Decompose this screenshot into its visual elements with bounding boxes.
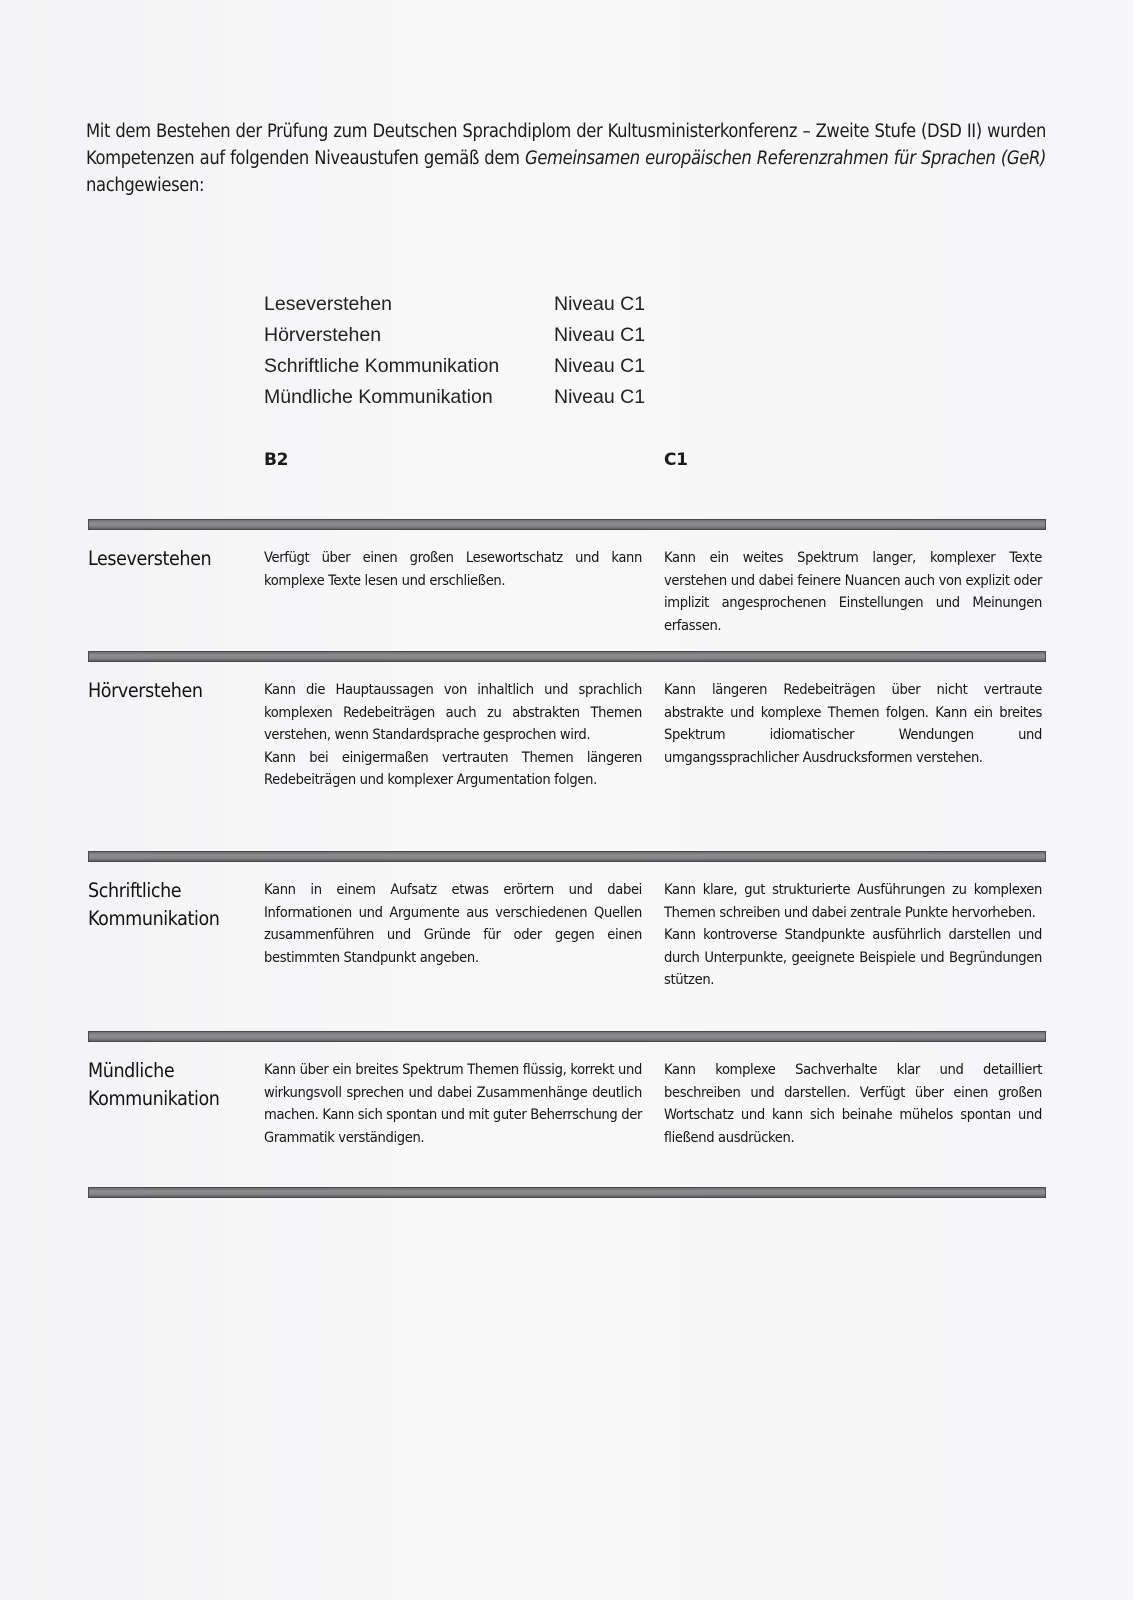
result-level: Niveau C1 [554, 355, 646, 377]
cell-text: Kann kontroverse Standpunkte ausführlich darstellen und durch Unterpunkte, geeignete Beispiele und Begründungen stützen. [664, 926, 1042, 988]
cell-c1 [664, 679, 1042, 769]
row-label [88, 1057, 258, 1113]
row-label [88, 677, 258, 705]
divider-bar [88, 1031, 1046, 1042]
cell-c1 [664, 1059, 1042, 1149]
row-label-line: Schriftliche [88, 879, 182, 902]
cell-text: Kann über ein breites Spektrum Themen flüssig, korrekt und wirkungsvoll sprechen und dabei Zusammenhänge deutlich machen. Kann sich spontan und mit guter Beherrschung der Grammatik verständigen. [264, 1061, 642, 1146]
row-label-line: Kommunikation [88, 907, 220, 930]
cell-text: Kann die Hauptaussagen von inhaltlich und sprachlich komplexen Redebeiträgen auch zu abstrakten Themen verstehen, wenn Standardsprache gesprochen wird. [264, 681, 642, 743]
intro-paragraph [86, 118, 1046, 199]
column-header-b2: B2 [264, 450, 289, 470]
cell-text: Kann in einem Aufsatz etwas erörtern und dabei Informationen und Argumente aus verschiedenen Quellen zusammenführen und Gründe für oder gegen einen bestimmten Standpunkt angeben. [264, 881, 642, 966]
result-skill: Hörverstehen [264, 323, 382, 346]
divider-bar [88, 1187, 1046, 1198]
row-label-line: Kommunikation [88, 1087, 220, 1110]
cell-text: Kann klare, gut strukturierte Ausführungen zu komplexen Themen schreiben und dabei zentrale Punkte hervorheben. [664, 881, 1042, 921]
divider-bar [88, 651, 1046, 662]
result-row [264, 382, 664, 413]
intro-text-2: nachgewiesen: [86, 175, 205, 196]
result-level: Niveau C1 [554, 323, 646, 346]
cell-text: Verfügt über einen großen Lesewortschatz und kann komplexe Texte lesen und erschließen. [264, 549, 642, 589]
result-skill: Schriftliche Kommunikation [264, 355, 500, 377]
cell-b2 [264, 679, 642, 792]
result-skill: Mündliche Kommunikation [264, 385, 493, 408]
cell-text: Kann ein weites Spektrum langer, komplexer Texte verstehen und dabei feinere Nuancen auch von explizit oder implizit angesprochenen Einstellungen und Meinungen erfassen. [664, 549, 1042, 634]
result-row [264, 289, 664, 320]
result-row [264, 320, 664, 351]
result-level: Niveau C1 [554, 385, 646, 408]
intro-text-1: Mit dem Bestehen der Prüfung zum Deutschen Sprachdiplom der Kultusministerkonferenz – Zweite Stufe (DSD II) wurden Kompetenzen auf folgenden Niveaustufen gemäß dem [86, 121, 1046, 169]
divider-bar [88, 851, 1046, 862]
divider-bar [88, 519, 1046, 530]
result-row [264, 350, 664, 382]
column-header-c1: C1 [664, 450, 688, 470]
row-label-line: Hörverstehen [88, 679, 203, 702]
cell-c1 [664, 879, 1042, 992]
result-skill: Leseverstehen [264, 293, 392, 315]
cell-text: Kann komplexe Sachverhalte klar und detailliert beschreiben und darstellen. Verfügt über einen großen Wortschatz und kann sich beinahe mühelos spontan und fließend ausdrücken. [664, 1061, 1042, 1146]
cell-b2 [264, 1059, 642, 1149]
row-label [88, 545, 258, 573]
result-level: Niveau C1 [554, 293, 646, 315]
row-label-line: Leseverstehen [88, 547, 212, 570]
row-label [88, 877, 258, 933]
cell-c1 [664, 547, 1042, 637]
cell-b2 [264, 879, 642, 969]
intro-text-ger: Gemeinsamen europäischen Referenzrahmen für Sprachen (GeR) [525, 148, 1046, 169]
cell-b2 [264, 547, 642, 592]
cell-text: Kann längeren Redebeiträgen über nicht vertraute abstrakte und komplexe Themen folgen. Kann ein breites Spektrum idiomatischer Wendungen und umgangssprachlicher Ausdrucksformen verstehen. [664, 681, 1042, 766]
row-label-line: Mündliche [88, 1059, 175, 1082]
results-list [264, 289, 664, 412]
cell-text: Kann bei einigermaßen vertrauten Themen längeren Redebeiträgen und komplexer Argumentation folgen. [264, 748, 642, 788]
